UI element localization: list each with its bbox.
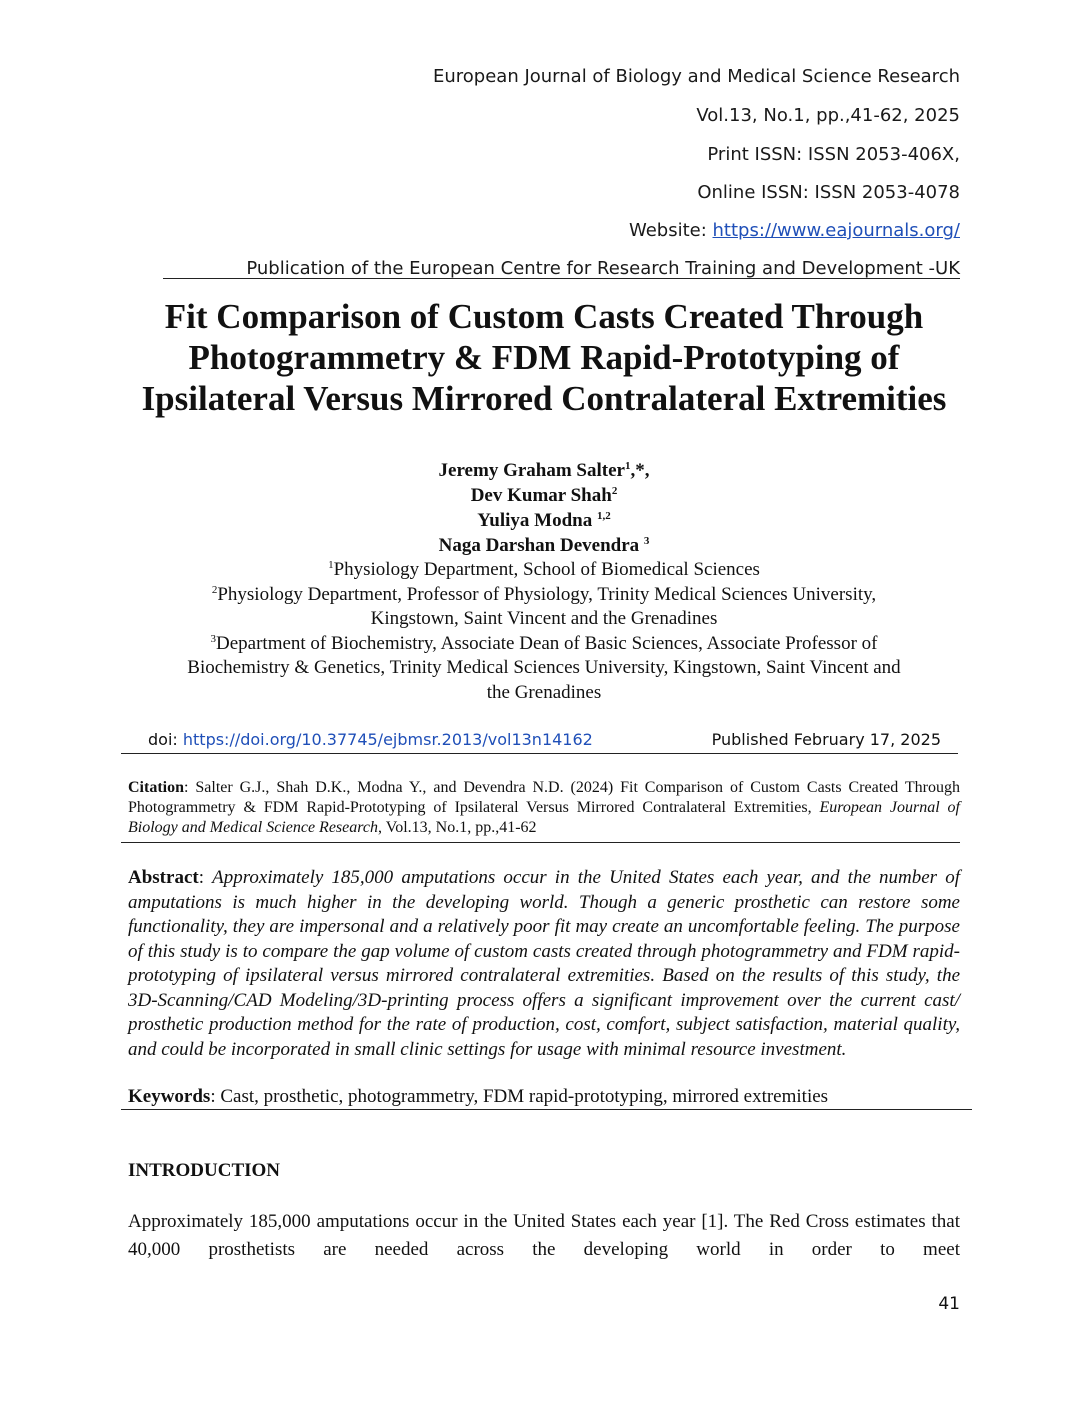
title-line: Fit Comparison of Custom Casts Created Through [164,297,924,336]
author-name: Dev Kumar Shah$^2$ [470,485,618,506]
author-block [104,458,984,705]
doi-row [121,728,958,752]
website-line [629,220,960,241]
journal-name: European Journal of Biology and Medical Science Research [432,66,960,87]
citation [128,778,960,838]
keywords-divider [121,1109,972,1110]
affiliation-continued: the Grenadines [486,681,602,703]
website-link[interactable]: https://www.eajournals.org/ [712,220,960,241]
section-heading: INTRODUCTION [128,1160,281,1181]
volume-info: Vol.13, No.1, pp.,41-62, 2025 [696,105,960,126]
author-name: Naga Darshan Devendra $^3$ [438,535,650,556]
affiliation: $^2$Physiology Department, Professor of Physiology, Trinity Medical Sciences University, [211,583,877,605]
doi-link[interactable]: https://doi.org/10.37745/ejbmsr.2013/vol13n14162 [182,730,593,749]
abstract-label: Abstract [128,867,199,888]
doi-divider [121,753,958,754]
publisher-line: Publication of the European Centre for Research Training and Development -UK [246,258,960,279]
citation-tail: , Vol.13, No.1, pp.,41-62 [377,819,537,836]
author-name: Yuliya Modna $^{1,2}$ [477,510,611,531]
intro-paragraph: Approximately 185,000 amputations occur in the United States each year [1]. The Red Cross estimates that 40,000 prosthetists are needed across the developing world in order to meet [128,1211,960,1260]
abstract-text: Approximately 185,000 amputations occur in the United States each year, and the number of amputations is much higher in the developing world. Though a generic prosthetic can restore some functionality, they are impersonal and a relatively poor fit may create an uncomfortable feeling. The purpose of this study is to compare the gap volume of custom casts created through photogrammetry and FDM rapid-prototyping of ipsilateral versus mirrored contralateral extremities. Based on the results of this study, the 3D-Scanning/CAD Modeling/3D-printing process offers a significant improvement over the current cast/ prosthetic production method for the rate of production, cost, comfort, subject satisfaction, material quality, and could be incorporated in small clinic settings for usage with minimal resource investment. [128,867,960,1060]
keywords-label: Keywords [128,1086,211,1107]
citation-divider [121,842,960,843]
keywords-text: : Cast, prosthetic, photogrammetry, FDM rapid-prototyping, mirrored extremities [210,1086,829,1107]
title-line: Photogrammetry & FDM Rapid-Prototyping of [188,338,900,377]
online-issn: Online ISSN: ISSN 2053-4078 [697,182,960,203]
citation-journal: European Journal of Biology and Medical Science Research [128,799,960,836]
doi [148,730,593,749]
citation-text: : Salter G.J., Shah D.K., Modna Y., and Devendra N.D. (2024) Fit Comparison of Custom Casts Created Through Photogrammetry & FDM Rapid-Prototyping of Ipsilateral Versus Mirrored Contralateral Extremities, [128,779,960,816]
print-issn: Print ISSN: ISSN 2053-406X, [707,144,960,165]
header-divider [163,278,960,279]
author-name: Jeremy Graham Salter$^1$,*, [438,460,650,481]
paper-title [104,296,984,419]
abstract: Abstract: Approximately 185,000 amputations occur in the United States each year, and the number of amputations is much higher in the developing world. Though a generic prosthetic can restore some functionality, they are impersonal and a relatively poor fit may create an uncomfortable feeling. The purpose of this study is to compare the gap volume of custom casts created through photogrammetry and FDM rapid-prototyping of ipsilateral versus mirrored contralateral extremities. Based on the results of this study, the 3D-Scanning/CAD Modeling/3D-printing process offers a significant improvement over the current cast/ prosthetic production method for the rate of production, cost, comfort, subject satisfaction, material quality, and could be incorporated in small clinic settings for usage with minimal resource investment. [128,867,960,1060]
published-date: Published February 17, 2025 [711,730,941,749]
affiliation: $^1$Physiology Department, School of Biomedical Sciences [328,559,760,580]
title-line: Ipsilateral Versus Mirrored Contralateral Extremities [141,379,947,418]
website-label: Website: [628,220,713,241]
doi-label: doi: [148,730,183,749]
affiliation-continued: Biochemistry & Genetics, Trinity Medical Sciences University, Kingstown, Saint Vincent and [187,657,901,678]
citation-label: Citation [128,779,184,796]
affiliation: $^3$Department of Biochemistry, Associate Dean of Basic Sciences, Associate Professor of [210,632,878,654]
keywords [128,1085,978,1109]
affiliation-continued: Kingstown, Saint Vincent and the Grenadines [370,608,718,629]
page-number: 41 [938,1294,960,1314]
